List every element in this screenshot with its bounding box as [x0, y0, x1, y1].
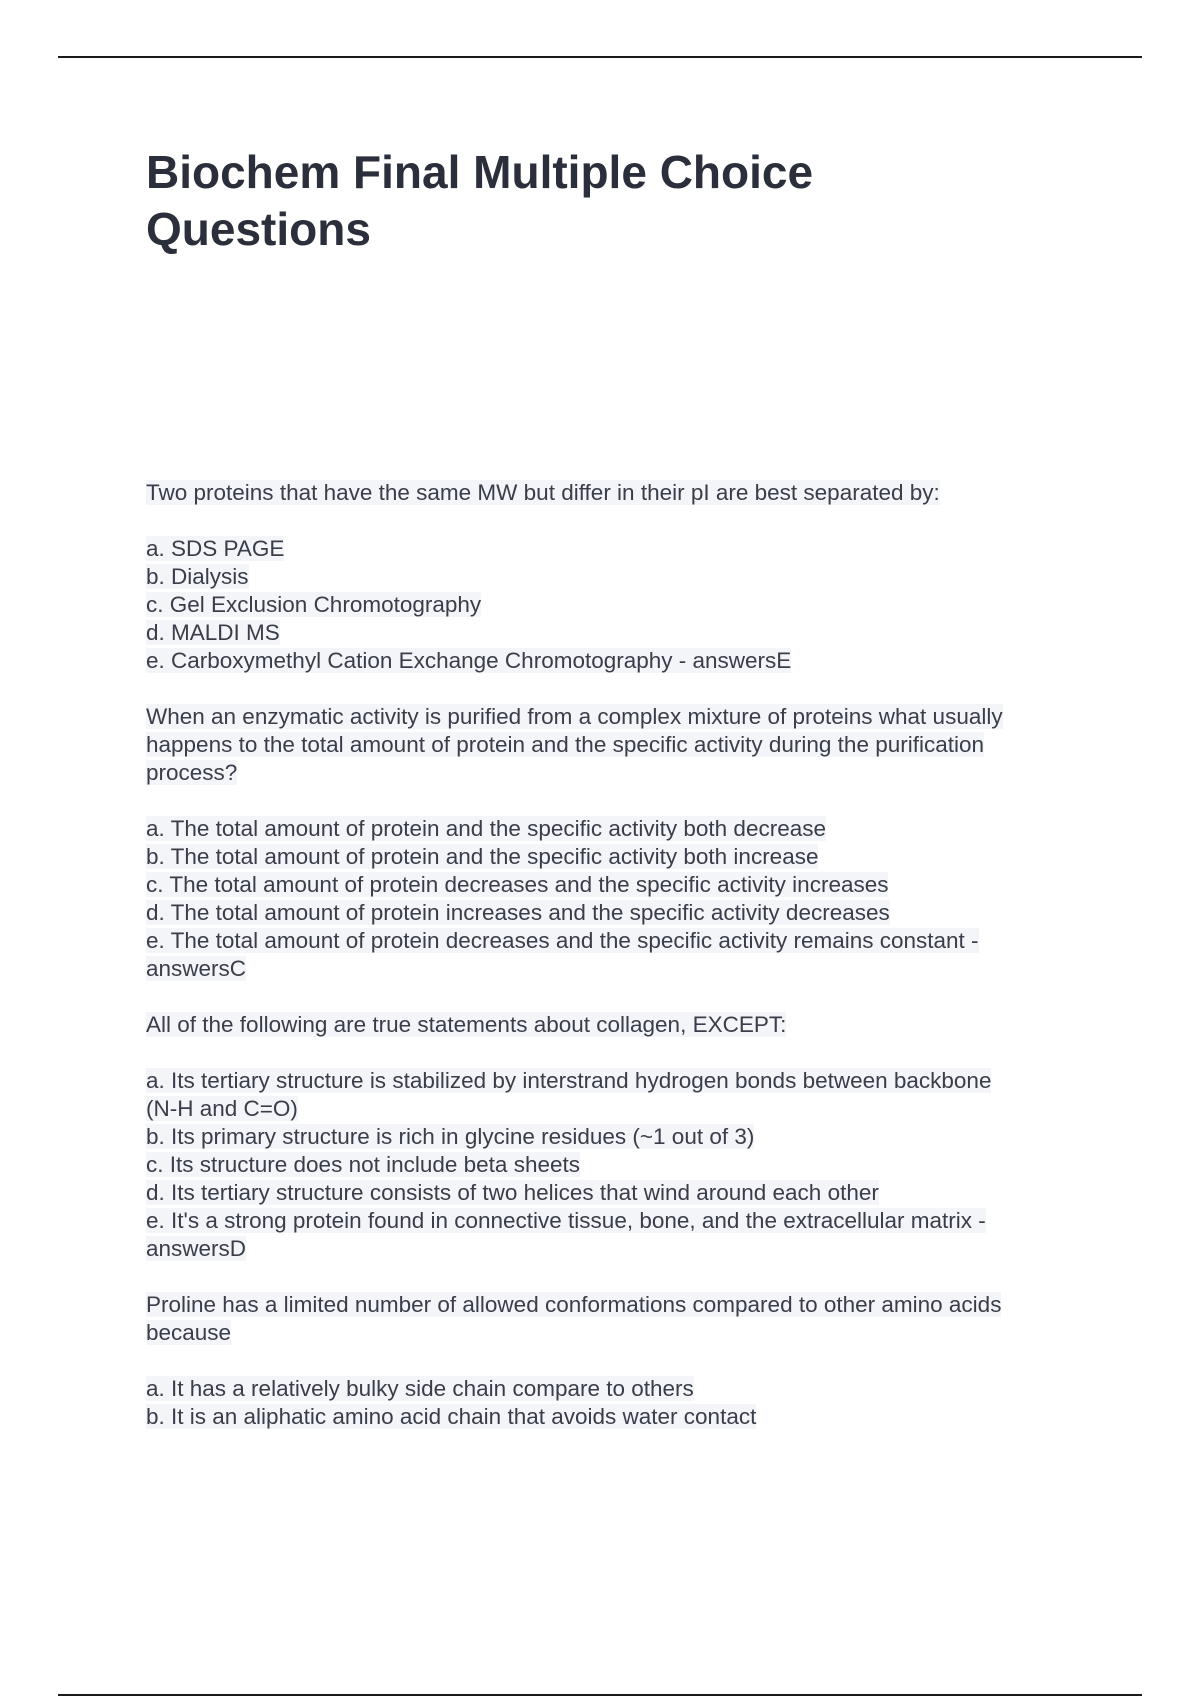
questions-list: [146, 479, 1096, 1459]
answer-key: answersC: [146, 956, 247, 981]
question-line: process?: [146, 760, 238, 785]
answer-choice: b. Dialysis: [146, 564, 249, 589]
answer-choice: c. Gel Exclusion Chromotography: [146, 592, 482, 617]
question-text: [146, 479, 1096, 507]
question-line: because: [146, 1320, 232, 1345]
title-line: Questions: [146, 203, 371, 255]
answer-choices: [146, 1375, 1096, 1431]
answer-choice: c. The total amount of protein decreases and the specific activity increases: [146, 872, 889, 897]
question-text: [146, 703, 1096, 787]
answer-choice: d. The total amount of protein increases and the specific activity decreases: [146, 900, 890, 925]
answer-choice: a. The total amount of protein and the specific activity both decrease: [146, 816, 826, 841]
title-line: Biochem Final Multiple Choice: [146, 146, 814, 198]
question-line: happens to the total amount of protein and the specific activity during the purification: [146, 732, 985, 757]
question-block: [146, 703, 1096, 983]
question-line: Two proteins that have the same MW but differ in their pI are best separated by:: [146, 480, 940, 505]
question-line: All of the following are true statements about collagen, EXCEPT:: [146, 1012, 787, 1037]
answer-choice: e. The total amount of protein decreases and the specific activity remains constant -: [146, 928, 979, 953]
question-text: [146, 1291, 1096, 1347]
answer-choices: [146, 815, 1096, 983]
top-rule: [58, 56, 1142, 58]
question-line: Proline has a limited number of allowed conformations compared to other amino acids: [146, 1292, 1002, 1317]
answer-choice: b. The total amount of protein and the specific activity both increase: [146, 844, 819, 869]
answer-choice: d. MALDI MS: [146, 620, 280, 645]
answer-choices: [146, 535, 1096, 675]
answer-choice: e. Carboxymethyl Cation Exchange Chromotography - answersE: [146, 648, 792, 673]
answer-choice: b. It is an aliphatic amino acid chain that avoids water contact: [146, 1404, 757, 1429]
answer-choice: a. Its tertiary structure is stabilized by interstrand hydrogen bonds between backbone: [146, 1068, 992, 1093]
answer-choices: [146, 1067, 1096, 1263]
question-block: [146, 479, 1096, 675]
answer-key: answersD: [146, 1236, 247, 1261]
answer-choice: e. It's a strong protein found in connective tissue, bone, and the extracellular matrix -: [146, 1208, 986, 1233]
answer-choice: (N-H and C=O): [146, 1096, 298, 1121]
answer-choice: d. Its tertiary structure consists of two helices that wind around each other: [146, 1180, 879, 1205]
bottom-rule: [58, 1694, 1142, 1696]
answer-choice: b. Its primary structure is rich in glycine residues (~1 out of 3): [146, 1124, 755, 1149]
question-block: [146, 1011, 1096, 1263]
answer-choice: c. Its structure does not include beta sheets: [146, 1152, 580, 1177]
answer-choice: a. It has a relatively bulky side chain compare to others: [146, 1376, 694, 1401]
document-title: [146, 144, 946, 258]
question-text: [146, 1011, 1096, 1039]
answer-choice: a. SDS PAGE: [146, 536, 285, 561]
question-line: When an enzymatic activity is purified from a complex mixture of proteins what usually: [146, 704, 1003, 729]
question-block: [146, 1291, 1096, 1431]
